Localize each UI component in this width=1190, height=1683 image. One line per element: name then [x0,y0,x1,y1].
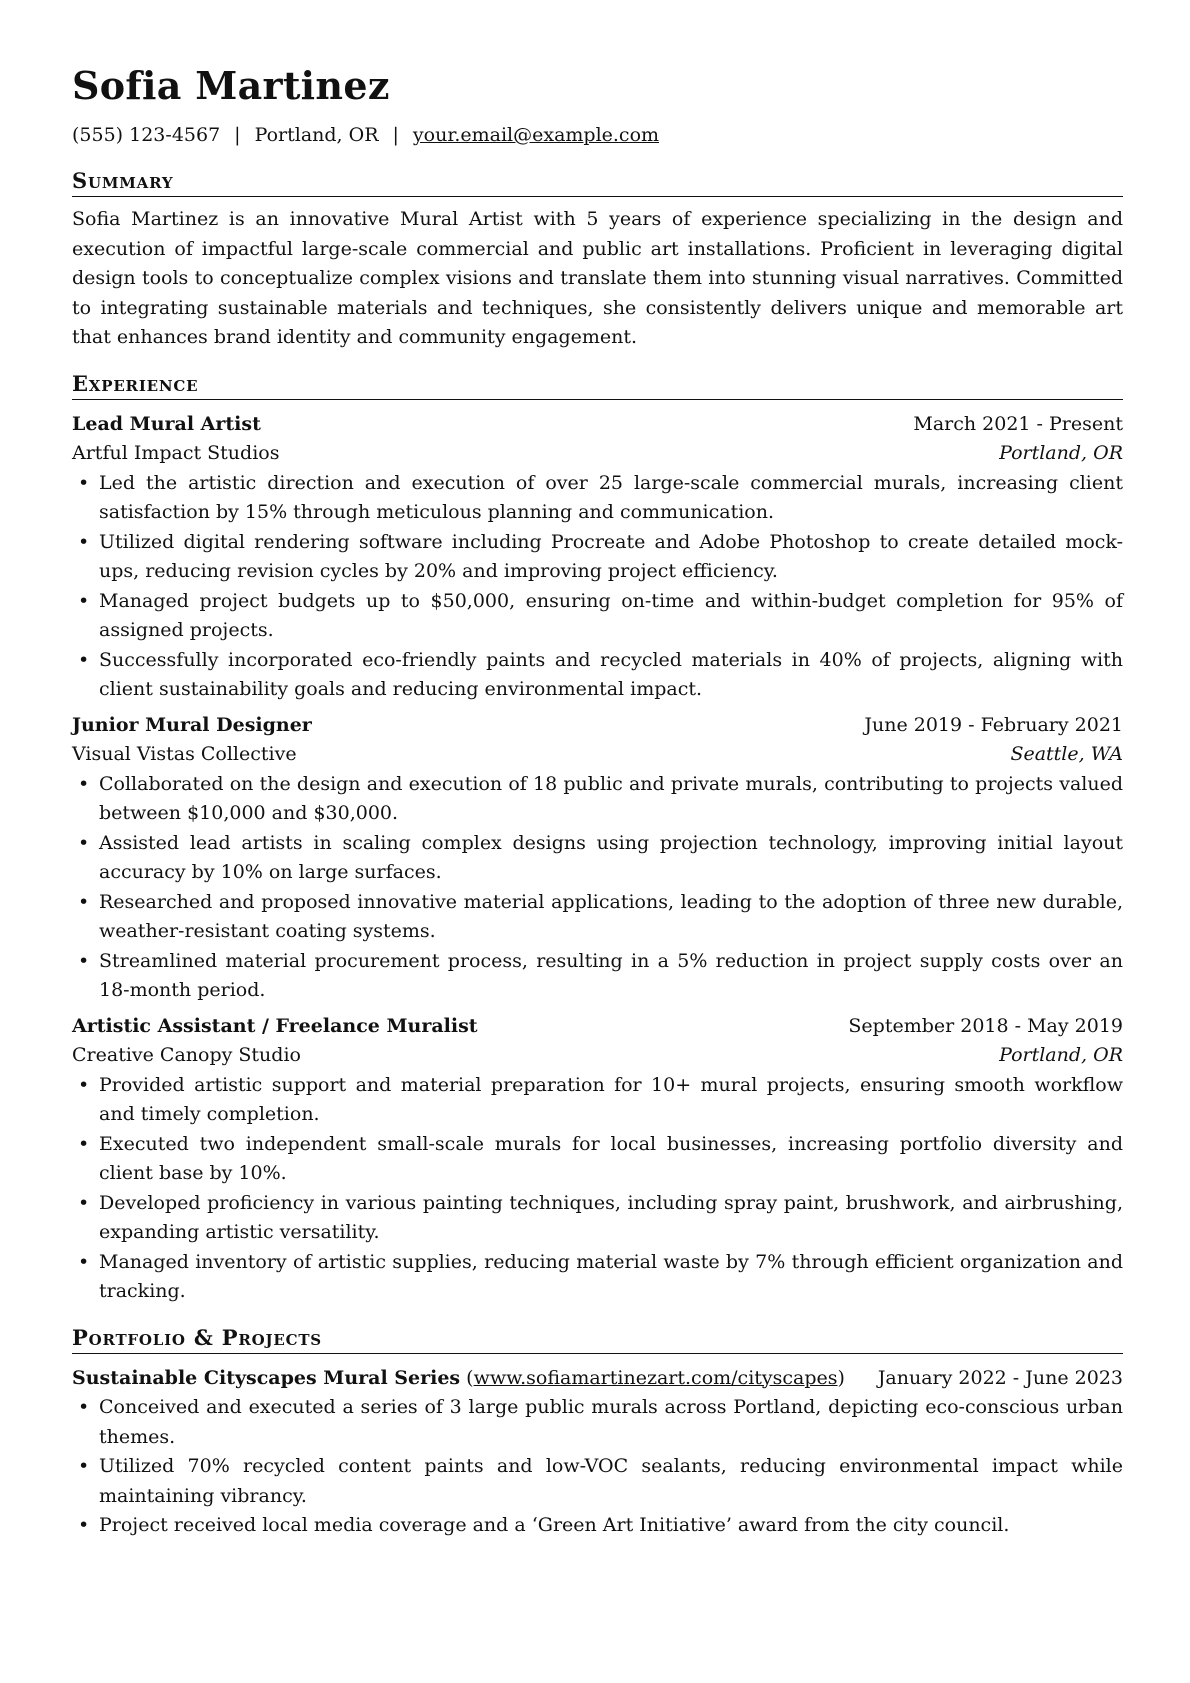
bullet-item: • Streamlined material procurement process, resulting in a 5% reduction in project supply costs over an 18-month period. [72,947,1123,1006]
bullet-item: • Led the artistic direction and execution of over 25 large-scale commercial murals, increasing client satisfaction by 15% through meticulous planning and communication. [72,469,1123,528]
job-location: Portland, OR [999,1044,1123,1066]
bullet-item: • Project received local media coverage and a ‘Green Art Initiative’ award from the city council. [72,1511,1123,1541]
job-entry [72,410,1123,705]
candidate-name: Sofia Martinez [72,63,390,108]
bullet-item: • Provided artistic support and material preparation for 10+ mural projects, ensuring smooth workflow and timely completion. [72,1071,1123,1130]
bullet-item: • Successfully incorporated eco-friendly paints and recycled materials in 40% of projects, aligning with client sustainability goals and reducing environmental impact. [72,646,1123,705]
job-entry [72,711,1123,1006]
bullet-item: • Conceived and executed a series of 3 large public murals across Portland, depicting eco-conscious urban themes. [72,1393,1123,1452]
bullet-item: • Managed inventory of artistic supplies, reducing material waste by 7% through efficient organization and tracking. [72,1248,1123,1307]
job-header-row [72,1012,1123,1042]
contact-location: Portland, OR [254,124,379,146]
project-dates: January 2022 - June 2023 [877,1366,1123,1389]
bullet-item: • Utilized 70% recycled content paints and low-VOC sealants, reducing environmental impact while maintaining vibrancy. [72,1452,1123,1511]
job-bullets [72,1071,1123,1307]
portfolio-section [72,1325,1123,1541]
job-company-row [72,740,1123,770]
job-company-row [72,439,1123,469]
phone-number: (555) 123-4567 [72,124,221,146]
experience-section [72,371,1123,1307]
section-title-summary: Summary [72,168,1123,197]
job-dates: June 2019 - February 2021 [864,713,1123,736]
section-title-portfolio: Portfolio & Projects [72,1325,1123,1354]
section-title-experience: Experience [72,371,1123,400]
contact-line [72,122,1123,148]
job-company-row [72,1041,1123,1071]
summary-section [72,168,1123,353]
job-header-row [72,711,1123,741]
project-url-link[interactable]: www.sofiamartinezart.com/cityscapes [473,1366,838,1389]
project-url-close: ) [837,1366,845,1389]
bullet-item: • Collaborated on the design and execution of 18 public and private murals, contributing to projects valued between $10,000 and $30,000. [72,770,1123,829]
bullet-item: • Assisted lead artists in scaling complex designs using projection technology, improving initial layout accuracy by 10% on large surfaces. [72,829,1123,888]
project-bullets [72,1393,1123,1541]
job-dates: September 2018 - May 2019 [848,1014,1123,1037]
summary-text: Sofia Martinez is an innovative Mural Artist with 5 years of experience specializing in the design and execution of impactful large-scale commercial and public art installations. Proficient in leveraging digital design tools to conceptualize complex visions and translate them into stunning visual narratives. Committed to integrating sustainable materials and techniques, she consistently delivers unique and memorable art that enhances brand identity and community engagement. [72,208,1123,348]
project-url-open: ( [466,1366,474,1389]
bullet-item: • Utilized digital rendering software including Procreate and Adobe Photoshop to create detailed mock-ups, reducing revision cycles by 20% and improving project efficiency. [72,528,1123,587]
job-location: Portland, OR [999,442,1123,464]
job-bullets [72,770,1123,1006]
project-name: Sustainable Cityscapes Mural Series [72,1366,461,1389]
job-title: Artistic Assistant / Freelance Muralist [72,1014,478,1037]
bullet-item: • Managed project budgets up to $50,000, ensuring on-time and within-budget completion for 95% of assigned projects. [72,587,1123,646]
project-header-row [72,1364,1123,1394]
email-link[interactable]: your.email@example.com [412,124,660,146]
job-company: Artful Impact Studios [72,442,280,464]
job-header-row [72,410,1123,440]
contact-separator: | [234,124,241,146]
job-title: Lead Mural Artist [72,412,261,435]
bullet-item: • Developed proficiency in various painting techniques, including spray paint, brushwork, and airbrushing, expanding artistic versatility. [72,1189,1123,1248]
bullet-item: • Researched and proposed innovative material applications, leading to the adoption of three new durable, weather-resistant coating systems. [72,888,1123,947]
job-company: Visual Vistas Collective [72,743,297,765]
project-title-group [72,1364,845,1394]
job-dates: March 2021 - Present [913,412,1123,435]
contact-separator: | [392,124,399,146]
job-location: Seattle, WA [1010,743,1123,765]
job-bullets [72,469,1123,705]
job-company: Creative Canopy Studio [72,1044,301,1066]
job-title: Junior Mural Designer [72,713,312,736]
bullet-item: • Executed two independent small-scale murals for local businesses, increasing portfolio diversity and client base by 10%. [72,1130,1123,1189]
job-entry [72,1012,1123,1307]
